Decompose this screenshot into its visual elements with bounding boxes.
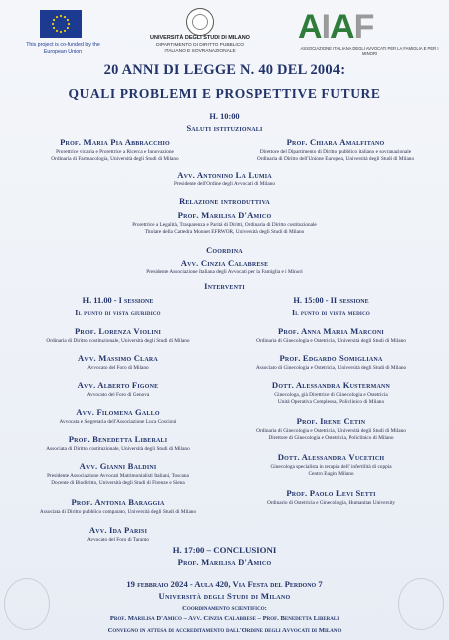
session-2-subtitle: Il punto di vista medico <box>292 308 370 317</box>
speaker-affiliation: Centro Eugin Milano <box>308 471 354 477</box>
speaker-affiliation: Prorettrice a Legalità, Trasparenza e Parità di Diritti, Ordinaria di Diritto costituzionale <box>132 222 317 228</box>
speaker-affiliation: Docente di Biodiritto, Università degli Studi di Firenze e Siena <box>51 480 185 486</box>
university-name: UNIVERSITÀ DEGLI STUDI DI MILANO <box>150 35 250 41</box>
speaker-affiliation: Ordinaria di Ginecologia e Ostetricia, Università degli Studi di Milano <box>256 338 406 344</box>
university-seal-icon <box>186 8 214 36</box>
speaker-affiliation: Ordinaria di Farmacologia, Università degli Studi di Milano <box>51 156 179 162</box>
speaker-name: Avv. Ida Parisi <box>88 525 148 535</box>
intro-speaker <box>0 210 449 236</box>
eu-flag-logo <box>40 10 82 38</box>
speaker-affiliation: Prorettrice vicaria e Prorettrice a Ricerca e Innovazione <box>56 149 174 155</box>
footer-university: Università degli Studi di Milano <box>158 591 291 601</box>
speaker-affiliation: Presidente Associazione Italiana degli Avvocati per la Famiglia e i Minori <box>146 269 303 275</box>
eu-star-icon <box>53 27 55 29</box>
speaker-name: Avv. Antonino La Lumia <box>177 170 272 180</box>
department-name <box>140 43 260 55</box>
speaker-block <box>213 353 449 372</box>
speaker-affiliation: Direttore del Dipartimento di Diritto pubblico italiano e sovranazionale <box>259 149 412 155</box>
session-2-header <box>213 296 449 317</box>
speaker-name: Prof. Antonia Baraggia <box>71 497 165 507</box>
speaker-block <box>0 326 236 345</box>
speaker-affiliation: Avvocato del Foro di Taranto <box>86 537 150 543</box>
department-line-1: DIPARTIMENTO DI DIRITTO PUBBLICO <box>156 43 244 48</box>
speaker-name: Avv. Cinzia Calabrese <box>180 258 269 268</box>
speaker-name: Prof. Paolo Levi Setti <box>286 488 376 498</box>
speaker-affiliation: Associata di Diritto costituzionale, Università degli Studi di Milano <box>46 446 190 452</box>
eu-star-icon <box>52 23 54 25</box>
speaker-block <box>0 461 236 487</box>
speaker-name: Prof. Benedetta Liberali <box>68 434 168 444</box>
speaker-affiliation: Unità Operativa Complessa, Policlinico di Milano <box>277 399 385 405</box>
speaker-block <box>213 416 449 442</box>
speaker-affiliation: Associato di Ginecologia e Ostetricia, Università degli Studi di Milano <box>255 365 407 371</box>
greeting-speaker-1 <box>0 137 230 163</box>
speaker-affiliation: Avvocato del Foro di Genova <box>86 392 150 398</box>
speaker-affiliation: Avvocato del Foro di Milano <box>87 365 149 371</box>
event-title-line-1: 20 ANNI DI LEGGE N. 40 DEL 2004: <box>103 62 346 78</box>
speaker-block <box>0 380 236 399</box>
event-date-place: 19 febbraio 2024 - Aula 420, Via Festa del Perdono 7 <box>126 579 323 589</box>
coordina-speaker <box>0 258 449 276</box>
aiaf-logo <box>298 8 438 46</box>
speaker-name: Prof. Irene Cetin <box>296 416 366 426</box>
eu-star-icon <box>67 27 69 29</box>
speaker-block <box>0 407 236 426</box>
speaker-affiliation: Ordinario di Ostetricia e Ginecologia, Humanitas University <box>266 500 396 506</box>
speaker-affiliation: Titolare della Cattedra Monnet EFRWOR, Università degli Studi di Milano <box>144 229 305 235</box>
department-line-2: ITALIANO E SOVRANAZIONALE <box>164 49 236 54</box>
coordinators: Prof. Marilisa D'Amico – Avv. Cinzia Calabrese – Prof. Benedetta Liberali <box>109 615 340 622</box>
speaker-block <box>0 525 236 544</box>
eu-star-icon <box>60 31 62 33</box>
speaker-affiliation: Ordinaria di Ginecologia e Ostetricia, Università degli Studi di Milano <box>256 428 406 434</box>
greeting-speaker-3 <box>0 170 449 188</box>
session-1-subtitle: Il punto di vista giuridico <box>75 308 161 317</box>
speaker-name: Prof. Lorenza Violini <box>74 326 162 336</box>
eu-star-icon <box>56 16 58 18</box>
speaker-affiliation: Direttore di Ginecologia e Ostetricia, Policlinico di Milano <box>268 435 394 441</box>
speaker-block <box>0 353 236 372</box>
conclusions-time: H. 17:00 – CONCLUSIONI <box>172 545 277 555</box>
aiaf-subtitle: ASSOCIAZIONE ITALIANA DEGLI AVVOCATI PER LA FAMIGLIA E PER I MINORI <box>300 46 439 56</box>
speaker-name: Avv. Gianni Baldini <box>79 461 157 471</box>
eu-cofunded-text: This project is co-funded by the European Union <box>26 42 100 55</box>
aiaf-logo-letters <box>298 8 373 46</box>
speaker-name: Prof. Edgardo Somigliana <box>279 353 383 363</box>
event-title-line-2: QUALI PROBLEMI E PROSPETTIVE FUTURE <box>68 86 381 101</box>
aiaf-logo-letter: A <box>330 8 354 46</box>
speaker-block <box>213 380 449 406</box>
speaker-affiliation: Presidente Associazione Avvocati Matrimonialisti Italiani, Toscana <box>47 473 189 479</box>
speaker-block <box>0 434 236 453</box>
speaker-affiliation: Avvocata e Segretaria dell'Associazione Luca Coscioni <box>59 419 177 425</box>
aiaf-logo-letter: A <box>298 8 322 46</box>
speaker-name: Avv. Alberto Figone <box>77 380 159 390</box>
eu-star-icon <box>56 30 58 32</box>
coordina-heading: Coordina <box>206 246 243 255</box>
eu-star-icon <box>64 16 66 18</box>
speaker-affiliation: Ordinaria di Diritto dell'Unione Europea, Università degli Studi di Milano <box>256 156 415 162</box>
interventi-heading: Interventi <box>204 282 245 291</box>
speaker-name: Avv. Filomena Gallo <box>76 407 160 417</box>
greetings-time: H. 10:00 <box>209 112 240 121</box>
speaker-name: Prof. Maria Pia Abbracchio <box>60 137 170 147</box>
speaker-affiliation: Ginecologa specialista in terapia dell' infertilità di coppia <box>270 464 392 470</box>
eu-star-icon <box>68 23 70 25</box>
speaker-name: Dott. Alessandra Vucetich <box>277 452 385 462</box>
speaker-name: Avv. Massimo Clara <box>78 353 158 363</box>
speaker-name: Prof. Marilisa D'Amico <box>177 210 272 220</box>
speaker-block <box>0 497 236 516</box>
speaker-affiliation: Ordinaria di Diritto costituzionale, Università degli Studi di Milano <box>46 338 190 344</box>
aiaf-logo-letter: F <box>353 8 374 46</box>
conclusions-speaker: Prof. Marilisa D'Amico <box>177 557 272 567</box>
eu-star-icon <box>64 30 66 32</box>
session-1-header <box>0 296 236 317</box>
greeting-speaker-2 <box>222 137 449 163</box>
aiaf-logo-letter: I <box>321 8 331 46</box>
session-2-time: H. 15:00 - II sessione <box>293 296 369 305</box>
speaker-affiliation: Ginecologa, già Direttrice di Ginecologia e Ostetricia <box>274 392 388 398</box>
speaker-name: Prof. Chiara Amalfitano <box>286 137 385 147</box>
session-1-time: H. 11.00 - I sessione <box>82 296 154 305</box>
speaker-block <box>213 326 449 345</box>
eu-star-icon <box>53 19 55 21</box>
intro-heading: Relazione introduttiva <box>179 197 270 206</box>
greetings-heading: Saluti istituzionali <box>186 124 263 133</box>
eu-star-icon <box>67 19 69 21</box>
coordination-label: Coordinamento scientifico: <box>182 605 267 612</box>
speaker-block <box>213 488 449 507</box>
speaker-block <box>213 452 449 478</box>
accreditation-note: Convegno in attesa di accreditamento dall'Ordine degli Avvocati di Milano <box>107 627 342 634</box>
speaker-affiliation: Presidente dell'Ordine degli Avvocati di Milano <box>173 181 276 187</box>
speaker-name: Prof. Anna Maria Marconi <box>278 326 384 336</box>
speaker-name: Dott. Alessandra Kustermann <box>271 380 391 390</box>
speaker-affiliation: Associata di Diritto pubblico comparato, Università degli Studi di Milano <box>39 509 197 515</box>
eu-star-icon <box>60 15 62 17</box>
